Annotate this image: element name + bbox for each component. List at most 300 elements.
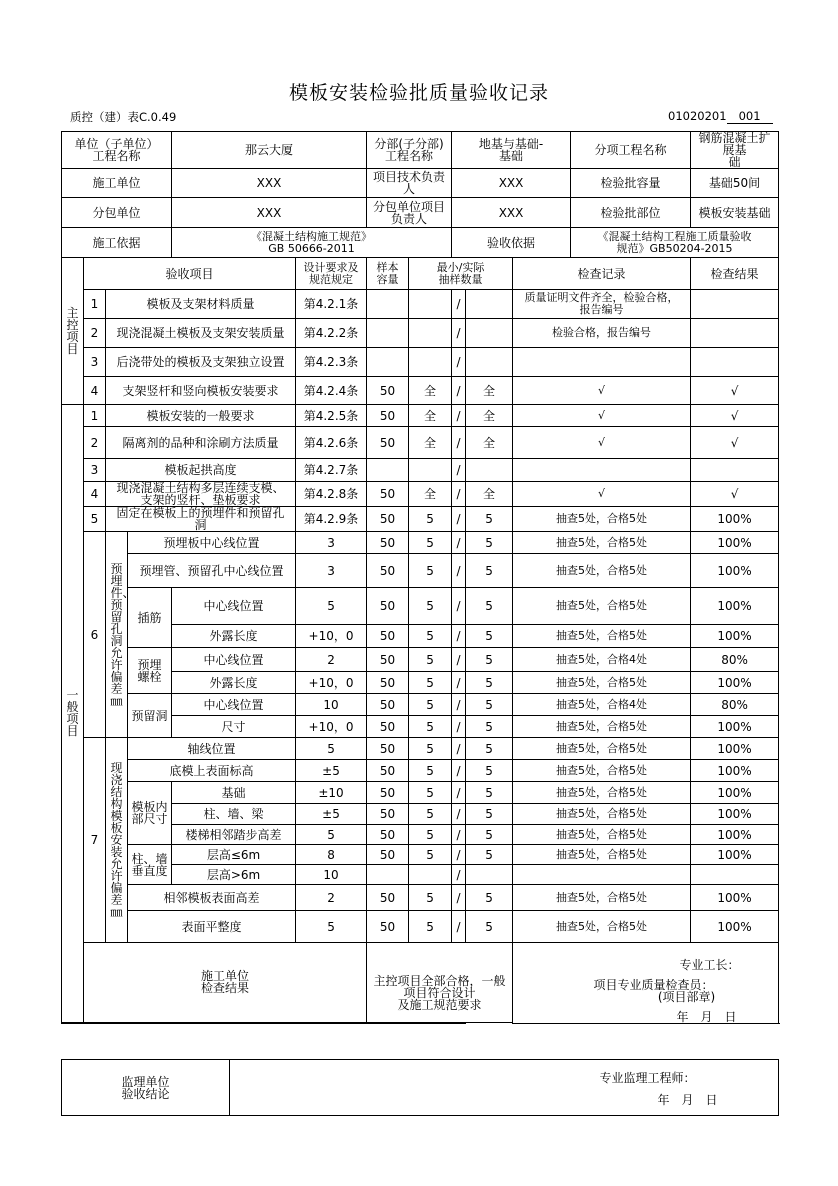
sub-group-label: 插筋 (128, 588, 172, 648)
spacer-cell (62, 1022, 296, 1023)
contractor-conclusion: 主控项目全部合格，一般项目符合设计 及施工规范要求 (367, 943, 513, 1023)
min-sample-cell: 5 (409, 782, 452, 804)
location-label: 检验批部位 (571, 198, 691, 228)
sub-item-name: 柱、墙、梁 (172, 804, 296, 825)
min-sample-cell: 5 (409, 694, 452, 716)
basis-label: 施工依据 (62, 228, 172, 258)
table-body (62, 132, 779, 1024)
tech-leader-label: 项目技术负责人 (367, 169, 452, 198)
actual-sample-cell: 5 (466, 625, 513, 648)
general-group-label (62, 405, 84, 1023)
form-code: 质控（建）表C.0.49 (70, 110, 177, 124)
sample-cell (367, 459, 409, 482)
record-cell: 抽查5处，合格5处 (513, 672, 691, 694)
column-spec: 设计要求及 规范规定 (296, 258, 367, 290)
table-row (62, 482, 779, 507)
sub-item-name: 底模上表面标高 (128, 760, 296, 782)
column-sample: 样本 容量 (367, 258, 409, 290)
result-cell: 100% (691, 625, 779, 648)
item-name: 隔离剂的品种和涂刷方法质量 (106, 427, 296, 459)
spec-cell: 2 (296, 648, 367, 672)
record-cell: √ (513, 482, 691, 507)
slash-cell: / (452, 804, 466, 825)
form-number-prefix: 01020201 (668, 109, 727, 123)
supervisor-label: 监理单位 验收结论 (62, 1060, 230, 1116)
record-cell: 抽查5处，合格4处 (513, 648, 691, 672)
table-row (62, 648, 779, 672)
table-row (62, 911, 779, 943)
min-sample-cell (409, 319, 452, 348)
column-min-actual: 最小/实际 抽样数量 (409, 258, 513, 290)
actual-sample-cell: 5 (466, 507, 513, 532)
result-cell: 100% (691, 738, 779, 760)
min-sample-cell: 5 (409, 625, 452, 648)
slash-cell: / (452, 760, 466, 782)
slash-cell: / (452, 427, 466, 459)
actual-sample-cell (466, 319, 513, 348)
spec-cell: +10，0 (296, 625, 367, 648)
result-cell: 100% (691, 782, 779, 804)
min-sample-cell: 5 (409, 825, 452, 845)
spec-cell: 3 (296, 554, 367, 588)
record-cell: 抽查5处，合格5处 (513, 845, 691, 865)
item-number: 4 (84, 482, 106, 507)
min-sample-cell: 5 (409, 532, 452, 554)
slash-cell: / (452, 319, 466, 348)
sub-item-name: 预埋管、预留孔中心线位置 (128, 554, 296, 588)
foreman-label: 专业工长： (679, 958, 740, 972)
spec-cell: +10，0 (296, 672, 367, 694)
slash-cell: / (452, 845, 466, 865)
item-number: 2 (84, 427, 106, 459)
inspection-table (61, 131, 779, 1024)
spec-cell: 第4.2.3条 (296, 348, 367, 377)
sub-item-name: 预埋板中心线位置 (128, 532, 296, 554)
item-name: 模板及支架材料质量 (106, 290, 296, 319)
sub-item-name: 中心线位置 (172, 648, 296, 672)
slash-cell: / (452, 554, 466, 588)
record-cell (513, 865, 691, 885)
sample-cell: 50 (367, 804, 409, 825)
table-row (62, 845, 779, 865)
deviation-group-label-text: 预埋件、预留孔洞允许偏差㎜ (110, 561, 135, 708)
sub-item-name: 中心线位置 (172, 588, 296, 625)
sample-cell: 50 (367, 625, 409, 648)
sub-item-name: 轴线位置 (128, 738, 296, 760)
actual-sample-cell: 5 (466, 804, 513, 825)
record-cell: 质量证明文件齐全，检验合格， 报告编号 (513, 290, 691, 319)
actual-sample-cell: 全 (466, 377, 513, 405)
spec-cell: 10 (296, 865, 367, 885)
actual-sample-cell: 5 (466, 716, 513, 738)
actual-sample-cell: 5 (466, 760, 513, 782)
table-row (62, 427, 779, 459)
seal-label: (项目部章) (657, 990, 716, 1004)
unit-value: 那云大厦 (172, 132, 367, 169)
min-sample-cell: 5 (409, 554, 452, 588)
min-sample-cell: 5 (409, 507, 452, 532)
record-cell: 抽查5处，合格5处 (513, 885, 691, 911)
result-cell: 100% (691, 507, 779, 532)
result-cell: 100% (691, 804, 779, 825)
record-cell: √ (513, 427, 691, 459)
slash-cell: / (452, 507, 466, 532)
min-sample-cell (409, 290, 452, 319)
supervisor-table (61, 1059, 779, 1116)
item-number: 7 (84, 738, 106, 943)
column-item: 验收项目 (84, 258, 296, 290)
table-row (62, 405, 779, 427)
table-row (62, 694, 779, 716)
sample-cell (367, 319, 409, 348)
min-sample-cell: 5 (409, 588, 452, 625)
tech-leader-value: XXX (452, 169, 571, 198)
sample-cell: 50 (367, 885, 409, 911)
sample-cell: 50 (367, 427, 409, 459)
record-cell: 抽查5处，合格5处 (513, 804, 691, 825)
contractor-sign-area (513, 943, 779, 1024)
slash-cell: / (452, 482, 466, 507)
slash-cell: / (452, 405, 466, 427)
sample-cell: 50 (367, 648, 409, 672)
min-sample-cell (409, 348, 452, 377)
record-cell (513, 348, 691, 377)
slash-cell: / (452, 290, 466, 319)
result-cell: 100% (691, 554, 779, 588)
record-cell: √ (513, 377, 691, 405)
sample-cell: 50 (367, 405, 409, 427)
sub-group-label: 预留洞 (128, 694, 172, 738)
result-cell: 100% (691, 760, 779, 782)
table-row (62, 782, 779, 804)
actual-sample-cell: 5 (466, 532, 513, 554)
spec-cell: +10，0 (296, 716, 367, 738)
sample-cell: 50 (367, 532, 409, 554)
accept-basis-value: 《混凝土结构工程施工质量验收 规范》GB50204-2015 (571, 228, 779, 258)
sample-cell: 50 (367, 694, 409, 716)
division-value: 地基与基础- 基础 (452, 132, 571, 169)
result-cell: 100% (691, 825, 779, 845)
actual-sample-cell: 全 (466, 405, 513, 427)
item-number: 4 (84, 377, 106, 405)
actual-sample-cell: 5 (466, 782, 513, 804)
item-number: 2 (84, 319, 106, 348)
subcontractor-label: 分包单位 (62, 198, 172, 228)
deviation-group-label-text: 现浇结构模板安装允许偏差㎜ (110, 761, 123, 919)
spec-cell: 3 (296, 532, 367, 554)
min-sample-cell: 5 (409, 760, 452, 782)
result-cell: 100% (691, 588, 779, 625)
item-name: 现浇混凝土模板及支架安装质量 (106, 319, 296, 348)
sample-cell: 50 (367, 507, 409, 532)
result-cell: 100% (691, 532, 779, 554)
spec-cell: 第4.2.9条 (296, 507, 367, 532)
unit-label: 单位（子单位） 工程名称 (62, 132, 172, 169)
item-name: 后浇带处的模板及支架独立设置 (106, 348, 296, 377)
sub-item-name: 外露长度 (172, 672, 296, 694)
sub-manager-value: XXX (452, 198, 571, 228)
slash-cell: / (452, 911, 466, 943)
spec-cell: 第4.2.8条 (296, 482, 367, 507)
min-sample-cell (409, 459, 452, 482)
sample-cell: 50 (367, 760, 409, 782)
sample-cell (367, 865, 409, 885)
min-sample-cell: 5 (409, 738, 452, 760)
table-row (62, 459, 779, 482)
slash-cell: / (452, 532, 466, 554)
sample-cell: 50 (367, 845, 409, 865)
capacity-label: 检验批容量 (571, 169, 691, 198)
item-number: 3 (84, 348, 106, 377)
sample-cell: 50 (367, 588, 409, 625)
slash-cell: / (452, 459, 466, 482)
column-record: 检查记录 (513, 258, 691, 290)
slash-cell: / (452, 716, 466, 738)
table-row (62, 377, 779, 405)
spacer-cell (296, 1022, 466, 1023)
min-sample-cell: 全 (409, 427, 452, 459)
table-row (62, 738, 779, 760)
table-row (62, 348, 779, 377)
form-number (668, 109, 773, 124)
table-row (62, 258, 779, 290)
subitem-value: 钢筋混凝土扩展基 础 (691, 132, 779, 169)
min-sample-cell: 5 (409, 804, 452, 825)
basis-value: 《混凝土结构施工规范》 GB 50666-2011 (172, 228, 452, 258)
min-sample-cell: 5 (409, 716, 452, 738)
sample-cell: 50 (367, 672, 409, 694)
result-cell (691, 319, 779, 348)
min-sample-cell (409, 865, 452, 885)
sample-cell: 50 (367, 554, 409, 588)
result-cell: √ (691, 482, 779, 507)
location-value: 模板安装基础 (691, 198, 779, 228)
table-row (62, 760, 779, 782)
subitem-label: 分项工程名称 (571, 132, 691, 169)
spec-cell: ±5 (296, 804, 367, 825)
actual-sample-cell (466, 459, 513, 482)
record-cell: 抽查5处，合格5处 (513, 532, 691, 554)
result-cell: √ (691, 405, 779, 427)
result-cell (691, 459, 779, 482)
table-row (62, 169, 779, 198)
sample-cell (367, 290, 409, 319)
sub-item-name: 表面平整度 (128, 911, 296, 943)
spec-cell: 第4.2.6条 (296, 427, 367, 459)
contractor-label: 施工单位 (62, 169, 172, 198)
table-row (62, 588, 779, 625)
slash-cell: / (452, 694, 466, 716)
item-name: 模板安装的一般要求 (106, 405, 296, 427)
spec-cell: 第4.2.2条 (296, 319, 367, 348)
accept-basis-label: 验收依据 (452, 228, 571, 258)
min-sample-cell: 5 (409, 845, 452, 865)
subcontractor-value: XXX (172, 198, 367, 228)
sub-item-name: 基础 (172, 782, 296, 804)
deviation-group-label (106, 738, 128, 943)
contractor-check-label: 施工单位 检查结果 (84, 943, 367, 1023)
actual-sample-cell: 5 (466, 672, 513, 694)
sample-cell: 50 (367, 482, 409, 507)
slash-cell: / (452, 348, 466, 377)
record-cell: 抽查5处，合格5处 (513, 782, 691, 804)
actual-sample-cell: 5 (466, 825, 513, 845)
slash-cell: / (452, 672, 466, 694)
min-sample-cell: 5 (409, 672, 452, 694)
record-cell (513, 459, 691, 482)
main-group-label (62, 258, 84, 405)
sub-item-name: 楼梯相邻踏步高差 (172, 825, 296, 845)
slash-cell: / (452, 782, 466, 804)
sub-item-name: 层高>6m (172, 865, 296, 885)
spec-cell: 第4.2.1条 (296, 290, 367, 319)
spec-cell: ±5 (296, 760, 367, 782)
record-cell: 抽查5处，合格4处 (513, 694, 691, 716)
record-cell: √ (513, 405, 691, 427)
spec-cell: 第4.2.4条 (296, 377, 367, 405)
engineer-label: 专业监理工程师： (599, 1071, 696, 1085)
table-row (62, 532, 779, 554)
actual-sample-cell (466, 290, 513, 319)
sub-item-name: 层高≤6m (172, 845, 296, 865)
sub-item-name: 尺寸 (172, 716, 296, 738)
item-number: 5 (84, 507, 106, 532)
spec-cell: 8 (296, 845, 367, 865)
item-number: 3 (84, 459, 106, 482)
result-cell: 80% (691, 648, 779, 672)
sub-item-name: 外露长度 (172, 625, 296, 648)
sample-cell: 50 (367, 738, 409, 760)
result-cell: √ (691, 377, 779, 405)
sub-item-name: 中心线位置 (172, 694, 296, 716)
spec-cell: ±10 (296, 782, 367, 804)
table-row (62, 290, 779, 319)
slash-cell: / (452, 588, 466, 625)
table-row (62, 132, 779, 169)
actual-sample-cell: 5 (466, 648, 513, 672)
record-cell: 抽查5处，合格5处 (513, 760, 691, 782)
main-group-label-text: 主控项目 (66, 306, 79, 356)
sub-manager-label: 分包单位项目 负责人 (367, 198, 452, 228)
supervisor-row (62, 1060, 779, 1116)
division-label: 分部(子分部) 工程名称 (367, 132, 452, 169)
slash-cell: / (452, 377, 466, 405)
record-cell: 检验合格，报告编号 (513, 319, 691, 348)
table-row (62, 228, 779, 258)
table-row (62, 554, 779, 588)
date-label: 年 月 日 (676, 1010, 737, 1024)
contractor-value: XXX (172, 169, 367, 198)
sample-cell: 50 (367, 782, 409, 804)
record-cell: 抽查5处，合格5处 (513, 507, 691, 532)
item-name: 现浇混凝土结构多层连续支模、 支架的竖杆、垫板要求 (106, 482, 296, 507)
slash-cell: / (452, 625, 466, 648)
result-cell: 100% (691, 672, 779, 694)
spec-cell: 5 (296, 738, 367, 760)
spec-cell: 5 (296, 588, 367, 625)
actual-sample-cell: 5 (466, 588, 513, 625)
item-number: 1 (84, 290, 106, 319)
sample-cell: 50 (367, 716, 409, 738)
min-sample-cell: 5 (409, 648, 452, 672)
sub-group-label: 预埋 螺栓 (128, 648, 172, 694)
item-number: 1 (84, 405, 106, 427)
table-row (62, 885, 779, 911)
result-cell: 80% (691, 694, 779, 716)
sample-cell: 50 (367, 377, 409, 405)
footer-contractor-row (62, 943, 779, 1023)
slash-cell: / (452, 648, 466, 672)
capacity-value: 基础50间 (691, 169, 779, 198)
record-cell: 抽查5处，合格5处 (513, 911, 691, 943)
result-cell: √ (691, 427, 779, 459)
actual-sample-cell (466, 865, 513, 885)
form-number-suffix: 001 (727, 109, 773, 124)
actual-sample-cell: 5 (466, 911, 513, 943)
record-cell: 抽查5处，合格5处 (513, 738, 691, 760)
record-cell: 抽查5处，合格5处 (513, 588, 691, 625)
sub-group-label: 模板内 部尺寸 (128, 782, 172, 845)
record-cell: 抽查5处，合格5处 (513, 716, 691, 738)
sample-cell: 50 (367, 825, 409, 845)
actual-sample-cell: 5 (466, 845, 513, 865)
spec-cell: 10 (296, 694, 367, 716)
slash-cell: / (452, 865, 466, 885)
sub-group-label: 柱、墙 垂直度 (128, 845, 172, 885)
actual-sample-cell: 全 (466, 427, 513, 459)
min-sample-cell: 全 (409, 377, 452, 405)
sample-cell: 50 (367, 911, 409, 943)
result-cell: 100% (691, 885, 779, 911)
result-cell (691, 290, 779, 319)
item-name: 固定在模板上的预埋件和预留孔 洞 (106, 507, 296, 532)
result-cell: 100% (691, 716, 779, 738)
deviation-group-label (106, 532, 135, 738)
general-group-label-text: 一般项目 (66, 688, 79, 739)
column-result: 检查结果 (691, 258, 779, 290)
page-title: 模板安装检验批质量验收记录 (288, 82, 549, 104)
actual-sample-cell: 5 (466, 694, 513, 716)
actual-sample-cell: 5 (466, 885, 513, 911)
table-row (62, 507, 779, 532)
inspector-label: 项目专业质量检查员： (593, 978, 714, 992)
min-sample-cell: 5 (409, 885, 452, 911)
sub-item-name: 相邻模板表面高差 (128, 885, 296, 911)
date-label-2: 年 月 日 (657, 1093, 718, 1107)
actual-sample-cell: 全 (466, 482, 513, 507)
result-cell (691, 348, 779, 377)
spec-cell: 第4.2.7条 (296, 459, 367, 482)
min-sample-cell: 全 (409, 405, 452, 427)
min-sample-cell: 全 (409, 482, 452, 507)
spec-cell: 第4.2.5条 (296, 405, 367, 427)
record-cell: 抽查5处，合格5处 (513, 554, 691, 588)
spec-cell: 2 (296, 885, 367, 911)
slash-cell: / (452, 738, 466, 760)
result-cell: 100% (691, 845, 779, 865)
actual-sample-cell: 5 (466, 554, 513, 588)
item-number: 6 (84, 532, 106, 738)
spec-cell: 5 (296, 911, 367, 943)
result-cell: 100% (691, 911, 779, 943)
item-name: 支架竖杆和竖向模板安装要求 (106, 377, 296, 405)
table-row (62, 319, 779, 348)
result-cell (691, 865, 779, 885)
spec-cell: 5 (296, 825, 367, 845)
slash-cell: / (452, 885, 466, 911)
actual-sample-cell (466, 348, 513, 377)
min-sample-cell: 5 (409, 911, 452, 943)
